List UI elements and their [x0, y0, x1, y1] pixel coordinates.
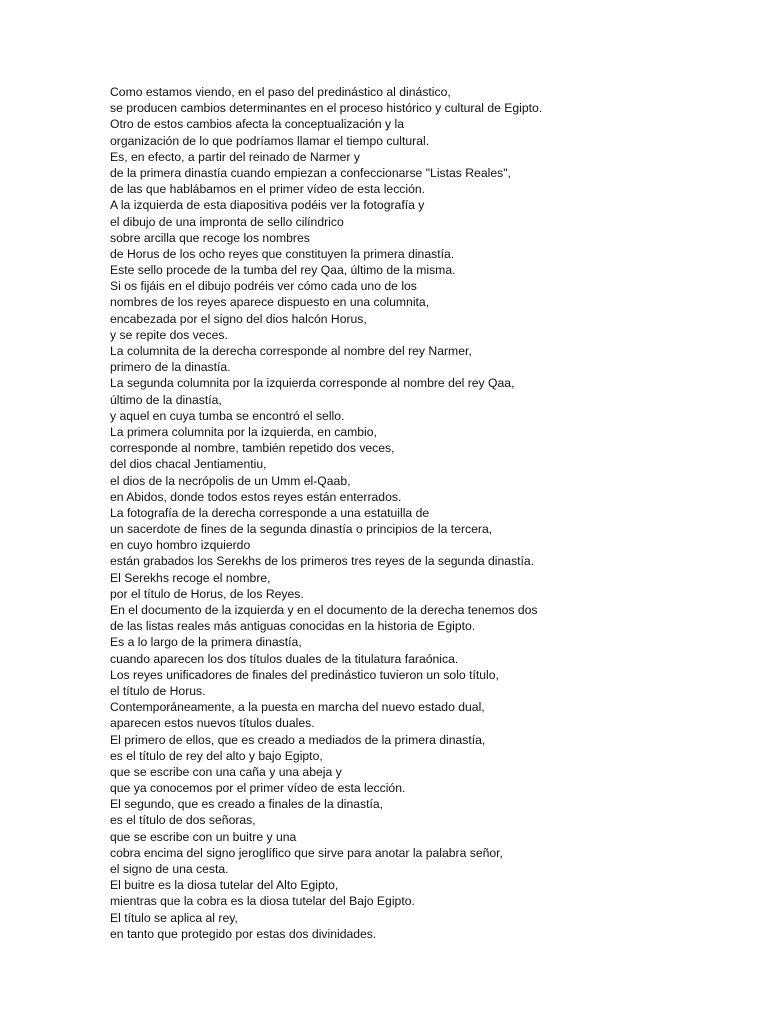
text-line: es el título de dos señoras,: [110, 813, 256, 828]
text-line: del dios chacal Jentiamentiu,: [110, 457, 267, 472]
text-line: de las listas reales más antiguas conocidas en la historia de Egipto.: [110, 619, 476, 634]
text-line: cobra encima del signo jeroglífico que sirve para anotar la palabra señor,: [110, 845, 503, 860]
text-line: es el título de rey del alto y bajo Egipto,: [110, 748, 323, 763]
text-line: el signo de una cesta.: [110, 862, 229, 876]
text-line: mientras que la cobra es la diosa tutelar del Bajo Egipto.: [110, 894, 415, 909]
text-line: en Abidos, donde todos estos reyes están enterrados.: [110, 489, 402, 504]
text-line: encabezada por el signo del dios halcón Horus,: [110, 311, 367, 326]
text-line: en tanto que protegido por estas dos divinidades.: [110, 926, 377, 941]
text-line: En el documento de la izquierda y en el documento de la derecha tenemos dos: [110, 603, 538, 617]
text-line: cuando aparecen los dos títulos duales de la titulatura faraónica.: [110, 651, 459, 666]
text-line: están grabados los Serekhs de los primeros tres reyes de la segunda dinastía.: [110, 554, 535, 569]
text-line: de Horus de los ocho reyes que constituyen la primera dinastía.: [110, 246, 455, 261]
text-line: Es a lo largo de la primera dinastía,: [110, 635, 302, 650]
text-line: que ya conocemos por el primer vídeo de esta lección.: [110, 781, 406, 796]
text-line: El buitre es la diosa tutelar del Alto Egipto,: [110, 878, 339, 893]
text-line: el título de Horus.: [110, 683, 206, 698]
text-line: organización de lo que podríamos llamar el tiempo cultural.: [110, 133, 430, 148]
text-line: primero de la dinastía.: [110, 360, 231, 375]
text-line: en cuyo hombro izquierdo: [110, 538, 251, 553]
text-line: por el título de Horus, de los Reyes.: [110, 586, 304, 601]
text-line: se producen cambios determinantes en el proceso histórico y cultural de Egipto.: [110, 101, 543, 116]
text-line: un sacerdote de fines de la segunda dinastía o principios de la tercera,: [110, 522, 493, 537]
text-line: Es, en efecto, a partir del reinado de Narmer y: [110, 149, 360, 164]
text-line: y aquel en cuya tumba se encontró el sello.: [110, 408, 345, 423]
text-line: nombres de los reyes aparece dispuesto en una columnita,: [110, 295, 430, 310]
text-line: que se escribe con un buitre y una: [110, 829, 297, 844]
text-line: Otro de estos cambios afecta la conceptualización y la: [110, 117, 405, 132]
text-line: último de la dinastía,: [110, 392, 222, 407]
text-line: Contemporáneamente, a la puesta en marcha del nuevo estado dual,: [110, 700, 485, 715]
text-line: el dios de la necrópolis de un Umm el-Qaab,: [110, 473, 351, 488]
text-line: A la izquierda de esta diapositiva podéis ver la fotografía y: [110, 198, 425, 213]
text-line: aparecen estos nuevos títulos duales.: [110, 716, 315, 731]
text-line: Los reyes unificadores de finales del predinástico tuvieron un solo título,: [110, 667, 499, 682]
text-line: El Serekhs recoge el nombre,: [110, 570, 271, 585]
text-line: La columnita de la derecha corresponde al nombre del rey Narmer,: [110, 344, 472, 358]
text-line: Si os fijáis en el dibujo podréis ver cómo cada uno de los: [110, 279, 417, 294]
text-line: sobre arcilla que recoge los nombres: [110, 230, 310, 245]
text-line: La primera columnita por la izquierda, en cambio,: [110, 424, 377, 439]
text-line: que se escribe con una caña y una abeja y: [110, 764, 342, 779]
text-line: Como estamos viendo, en el paso del predinástico al dinástico,: [110, 85, 451, 99]
text-line: y se repite dos veces.: [110, 327, 228, 342]
transcript-text: [110, 84, 750, 942]
text-line: corresponde al nombre, también repetido dos veces,: [110, 441, 395, 456]
text-line: de las que hablábamos en el primer vídeo de esta lección.: [110, 182, 426, 197]
text-line: Este sello procede de la tumba del rey Qaa, último de la misma.: [110, 263, 456, 278]
text-line: La segunda columnita por la izquierda corresponde al nombre del rey Qaa,: [110, 376, 515, 391]
text-line: El título se aplica al rey,: [110, 910, 238, 925]
text-line: El primero de ellos, que es creado a mediados de la primera dinastía,: [110, 732, 486, 747]
text-line: La fotografía de la derecha corresponde a una estatuilla de: [110, 505, 430, 520]
text-line: el dibujo de una impronta de sello cilíndrico: [110, 214, 344, 229]
text-line: de la primera dinastía cuando empiezan a confeccionarse "Listas Reales",: [110, 165, 511, 180]
text-line: El segundo, que es creado a finales de la dinastía,: [110, 797, 384, 812]
